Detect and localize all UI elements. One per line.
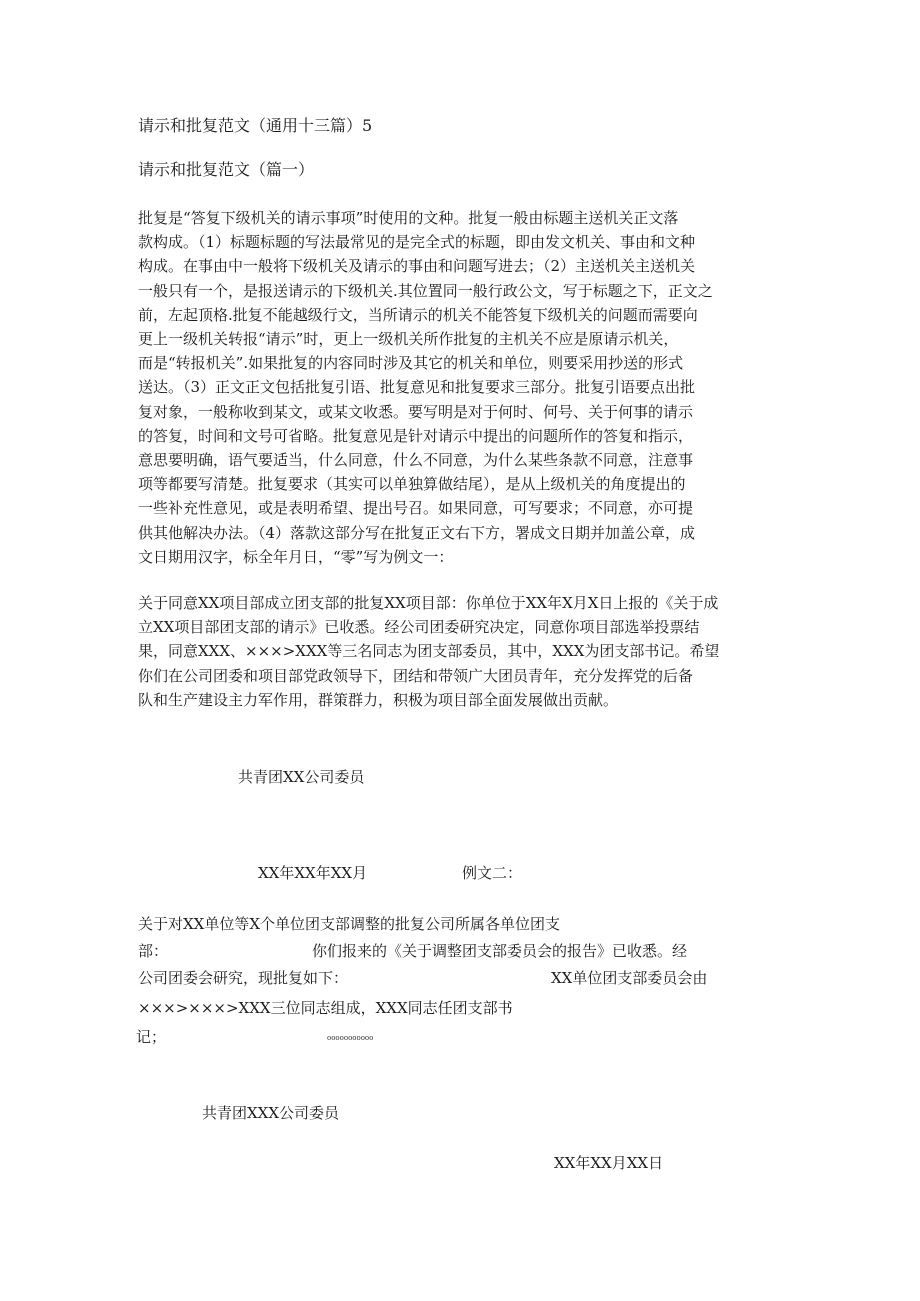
paragraph-line: 更上一级机关转报“请示”时，更上一级机关所作批复的主机关不应是原请示机关， (138, 330, 679, 349)
placeholder-dots: ooooooooooo (327, 1034, 374, 1042)
example2-line: ×××>×××>XXX三位同志组成，XXX同志任团支部书 (138, 999, 513, 1017)
signature-1: 共青团XX公司委员 (238, 768, 365, 786)
paragraph-line: 文日期用汉字，标全年月日，“零”写为例文一： (138, 547, 454, 566)
date-1: XX年XX年XX月 (258, 864, 368, 882)
example2-line: XX单位团支部委员会由 (551, 969, 708, 987)
paragraph-line: 立XX项目部团支部的请示》已收悉。经公司团委研究决定，同意你项目部选举投票结 (138, 618, 700, 637)
paragraph-line: 一般只有一个，是报送请示的下级机关.其位置同一般行政公文，写于标题之下，正文之 (138, 281, 713, 300)
paragraph-line: 你们在公司团委和项目部党政领导下，团结和带领广大团员青年，充分发挥党的后备 (138, 666, 694, 685)
signature-2: 共青团XXX公司委员 (202, 1104, 340, 1122)
paragraph-line: 果，同意XXX、×××>XXX等三名同志为团支部委员，其中，XXX为团支部书记。希望 (138, 642, 720, 661)
example1-paragraph (138, 591, 778, 712)
intro-paragraph (138, 206, 778, 569)
example2-line: 记； (136, 1028, 167, 1046)
paragraph-line: 款构成。（1）标题标题的写法最常见的是完全式的标题，即由发文机关、事由和文种 (138, 233, 696, 252)
example2-line: 部： (138, 942, 169, 960)
paragraph-line: 意思要明确，语气要适当，什么同意，什么不同意，为什么某些条款不同意，注意事 (138, 451, 694, 470)
document-title: 请示和批复范文（通用十三篇）5 (138, 116, 373, 135)
paragraph-line: 送达。（3）正文正文包括批复引语、批复意见和批复要求三部分。批复引语要点出批 (138, 378, 696, 397)
paragraph-line: 关于同意XX项目部成立团支部的批复XX项目部：你单位于XX年X月X日上报的《关于成 (138, 594, 719, 612)
paragraph-line: 项等都要写清楚。批复要求（其实可以单独算做结尾），是从上级机关的角度提出的 (138, 475, 686, 494)
paragraph-line: 构成。在事由中一般将下级机关及请示的事由和问题写进去；（2）主送机关主送机关 (138, 257, 696, 276)
paragraph-line: 批复是“答复下级机关的请示事项”时使用的文种。批复一般由标题主送机关正文落 (138, 209, 679, 227)
section-heading: 请示和批复范文（篇一） (138, 160, 315, 179)
paragraph-line: 前，左起顶格.批复不能越级行文，当所请示的机关不能答复下级机关的问题而需要向 (138, 305, 698, 324)
paragraph-line: 队和生产建设主力军作用，群策群力，积极为项目部全面发展做出贡献。 (138, 690, 619, 709)
example2-line: 你们报来的《关于调整团支部委员会的报告》已收悉。经 (312, 942, 688, 960)
paragraph-line: 供其他解决办法。（4）落款这部分写在批复正文右下方，署成文日期并加盖公章，成 (138, 523, 696, 542)
example2-line: 公司团委会研究，现批复如下： (138, 969, 349, 987)
example2-line: 关于对XX单位等X个单位团支部调整的批复公司所属各单位团支 (138, 915, 561, 933)
paragraph-line: 复对象，一般称收到某文，或某文收悉。要写明是对于何时、何号、关于何事的请示 (138, 402, 694, 421)
example2-label: 例文二： (462, 864, 523, 882)
paragraph-line: 而是“转报机关”.如果批复的内容同时涉及其它的机关和单位，则要采用抄送的形式 (138, 354, 684, 373)
paragraph-line: 的答复，时间和文号可省略。批复意见是针对请示中提出的问题所作的答复和指示， (138, 426, 694, 445)
paragraph-line: 一些补充性意见，或是表明希望、提出号召。如果同意，可写要求；不同意，亦可提 (138, 499, 694, 518)
date-2: XX年XX月XX日 (554, 1154, 664, 1172)
